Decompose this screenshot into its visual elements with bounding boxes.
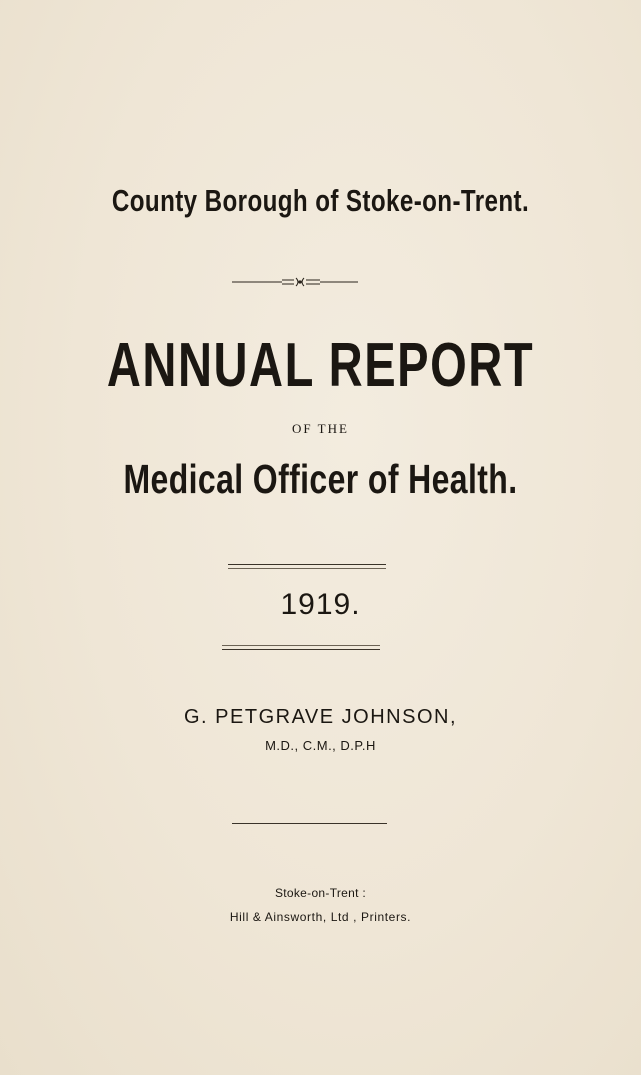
rule-upper xyxy=(228,564,386,565)
imprint-place: Stoke-on-Trent : xyxy=(274,886,367,900)
report-year: 1919. xyxy=(280,588,361,621)
of-the-label: OF THE xyxy=(292,421,349,436)
author-name: G. PETGRAVE JOHNSON, xyxy=(184,706,457,728)
rule-upper-second xyxy=(228,568,386,569)
imprint-printer: Hill & Ainsworth, Ltd , Printers. xyxy=(229,910,412,924)
rule-footer xyxy=(232,823,387,824)
borough-heading: County Borough of Stoke-on-Trent. xyxy=(111,183,530,218)
report-title: ANNUAL REPORT xyxy=(106,331,535,400)
rule-lower xyxy=(222,645,380,646)
ornament-divider xyxy=(230,276,360,288)
report-subtitle: Medical Officer of Health. xyxy=(123,456,518,502)
author-qualifications: M.D., C.M., D.P.H xyxy=(265,738,376,753)
rule-lower-second xyxy=(222,649,380,650)
